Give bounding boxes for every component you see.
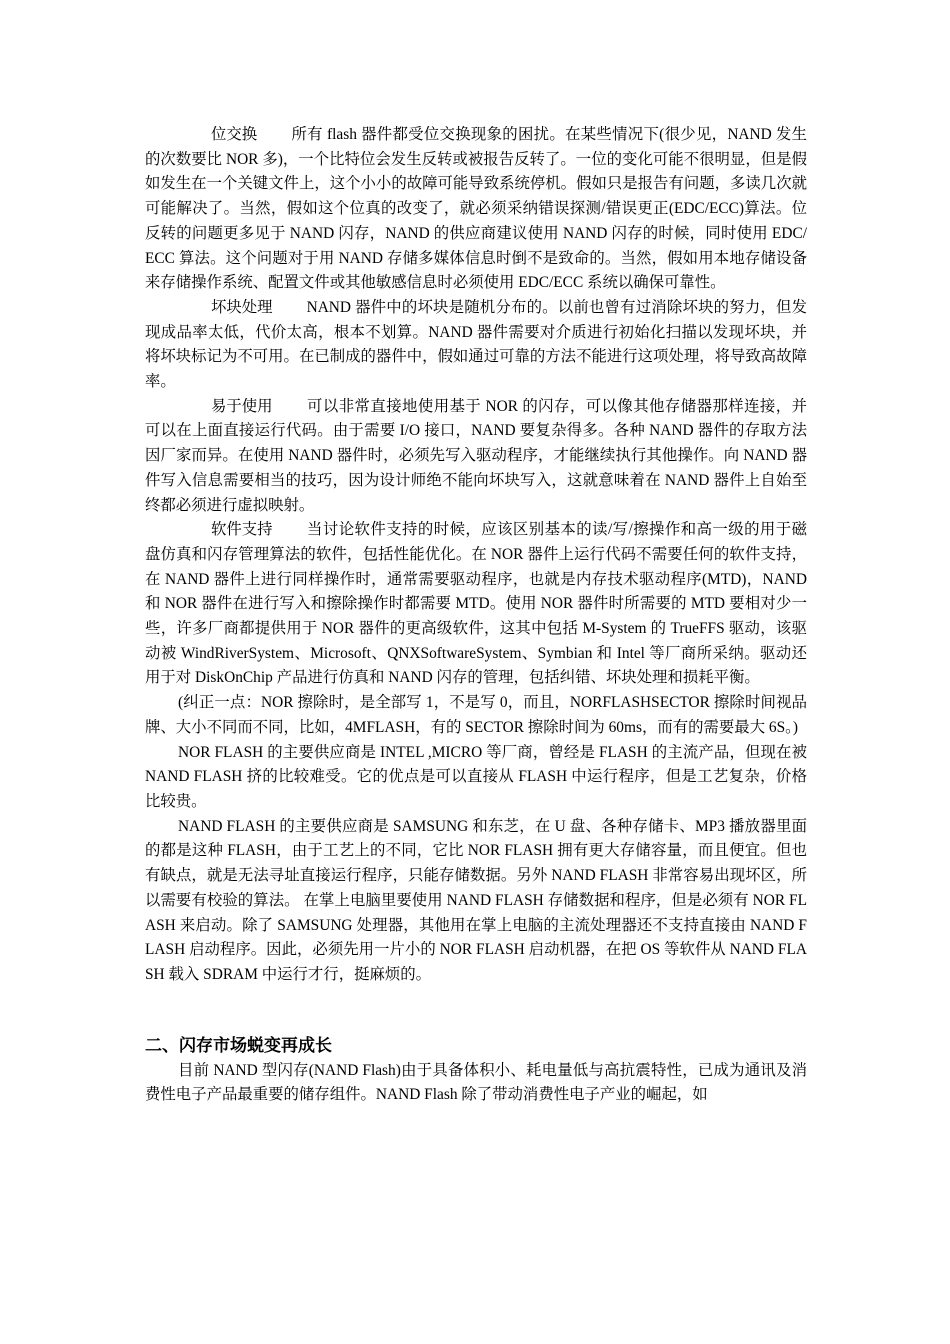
paragraph-correction-note xyxy=(145,691,807,740)
paragraph-bad-block xyxy=(145,296,807,395)
paragraph-label: 软件支持 xyxy=(211,521,273,539)
section-heading: 二、闪存市场蜕变再成长 xyxy=(145,1035,332,1056)
paragraph-market-intro xyxy=(145,1059,807,1108)
paragraph-bit-swap xyxy=(145,123,807,296)
paragraph-text: NAND FLASH 的主要供应商是 SAMSUNG 和东芝，在 U 盘、各种存储卡、MP3 播放器里面的都是这种 FLASH，由于工艺上的不同，它比 NOR FLASH 拥有更大存储容量，而且便宜。但也有缺点，就是无法寻址直接运行程序，只能存储数据。另外 NAND FLASH 非常容易出现坏区，所以需要有校验的算法。 在掌上电脑里要使用 NAND FLASH 存储数据和程序，但是必须有 NOR FLASH 来启动。除了 SAMSUNG 处理器，其他用在掌上电脑的主流处理器还不支持直接由 NAND FLASH 启动程序。因此，必须先用一片小的 NOR FLASH 启动机器，在把 OS 等软件从 NAND FLASH 载入 SDRAM 中运行才行，挺麻烦的。 xyxy=(145,817,807,983)
paragraph-text: NAND 器件中的坏块是随机分布的。以前也曾有过消除坏块的努力，但发现成品率太低，代价太高，根本不划算。NAND 器件需要对介质进行初始化扫描以发现坏块，并将坏块标记为不可用。在已制成的器件中，假如通过可靠的方法不能进行这项处理，将导致高故障率。 xyxy=(145,298,807,391)
paragraph-text: 目前 NAND 型闪存(NAND Flash)由于具备体积小、耗电量低与高抗震特性，已成为通讯及消费性电子产品最重要的储存组件。NAND Flash 除了带动消费性电子产业的崛起，如 xyxy=(145,1061,807,1104)
paragraph-text: 可以非常直接地使用基于 NOR 的闪存，可以像其他存储器那样连接，并可以在上面直接运行代码。由于需要 I/O 接口，NAND 要复杂得多。各种 NAND 器件的存取方法因厂家而异。在使用 NAND 器件时，必须先写入驱动程序，才能继续执行其他操作。向 NAND 器件写入信息需要相当的技巧，因为设计师绝不能向坏块写入，这就意味着在 NAND 器件上自始至终都必须进行虚拟映射。 xyxy=(145,397,807,514)
paragraph-label: 位交换 xyxy=(211,126,258,143)
paragraph-label: 易于使用 xyxy=(211,397,273,415)
paragraph-text: 当讨论软件支持的时候，应该区别基本的读/写/擦操作和高一级的用于磁盘仿真和闪存管理算法的软件，包括性能优化。在 NOR 器件上运行代码不需要任何的软件支持，在 NAND 器件上进行同样操作时，通常需要驱动程序，也就是内存技术驱动程序(MTD)，NAND 和 NOR 器件在进行写入和擦除操作时都需要 MTD。使用 NOR 器件时所需要的 MTD 要相对少一些，许多厂商都提供用于 NOR 器件的更高级软件，这其中包括 M-System 的 TrueFFS 驱动，该驱动被 WindRiverSystem、Microsoft、QNXSoftwareSystem、Symbian 和 Intel 等厂商所采纳。驱动还用于对 DiskOnChip 产品进行仿真和 NAND 闪存的管理，包括纠错、坏块处理和损耗平衡。 xyxy=(145,521,807,687)
paragraph-nand-flash xyxy=(145,815,807,988)
paragraph-label: 坏块处理 xyxy=(211,298,273,316)
paragraph-text: (纠正一点：NOR 擦除时，是全部写 1，不是写 0，而且，NORFLASHSECTOR 擦除时间视品牌、大小不同而不同，比如，4MFLASH，有的 SECTOR 擦除时间为 60ms，而有的需要最大 6S。) xyxy=(145,694,807,736)
paragraph-software-support xyxy=(145,518,807,691)
paragraph-text: NOR FLASH 的主要供应商是 INTEL ,MICRO 等厂商，曾经是 FLASH 的主流产品，但现在被 NAND FLASH 挤的比较难受。它的优点是可以直接从 FLASH 中运行程序，但是工艺复杂，价格比较贵。 xyxy=(145,743,807,810)
paragraph-nor-flash xyxy=(145,741,807,815)
document-body xyxy=(145,123,807,1108)
paragraph-text: 所有 flash 器件都受位交换现象的困扰。在某些情况下(很少见，NAND 发生的次数要比 NOR 多)，一个比特位会发生反转或被报告反转了。一位的变化可能不很明显，但是假如发生在一个关键文件上，这个小小的故障可能导致系统停机。假如只是报告有问题，多读几次就可能解决了。当然，假如这个位真的改变了，就必须采纳错误探测/错误更正(EDC/ECC)算法。位反转的问题更多见于 NAND 闪存，NAND 的供应商建议使用 NAND 闪存的时候，同时使用 EDC/ECC 算法。这个问题对于用 NAND 存储多媒体信息时倒不是致命的。当然，假如用本地存储设备来存储操作系统、配置文件或其他敏感信息时必须使用 EDC/ECC 系统以确保可靠性。 xyxy=(145,126,807,292)
paragraph-ease-of-use xyxy=(145,395,807,519)
